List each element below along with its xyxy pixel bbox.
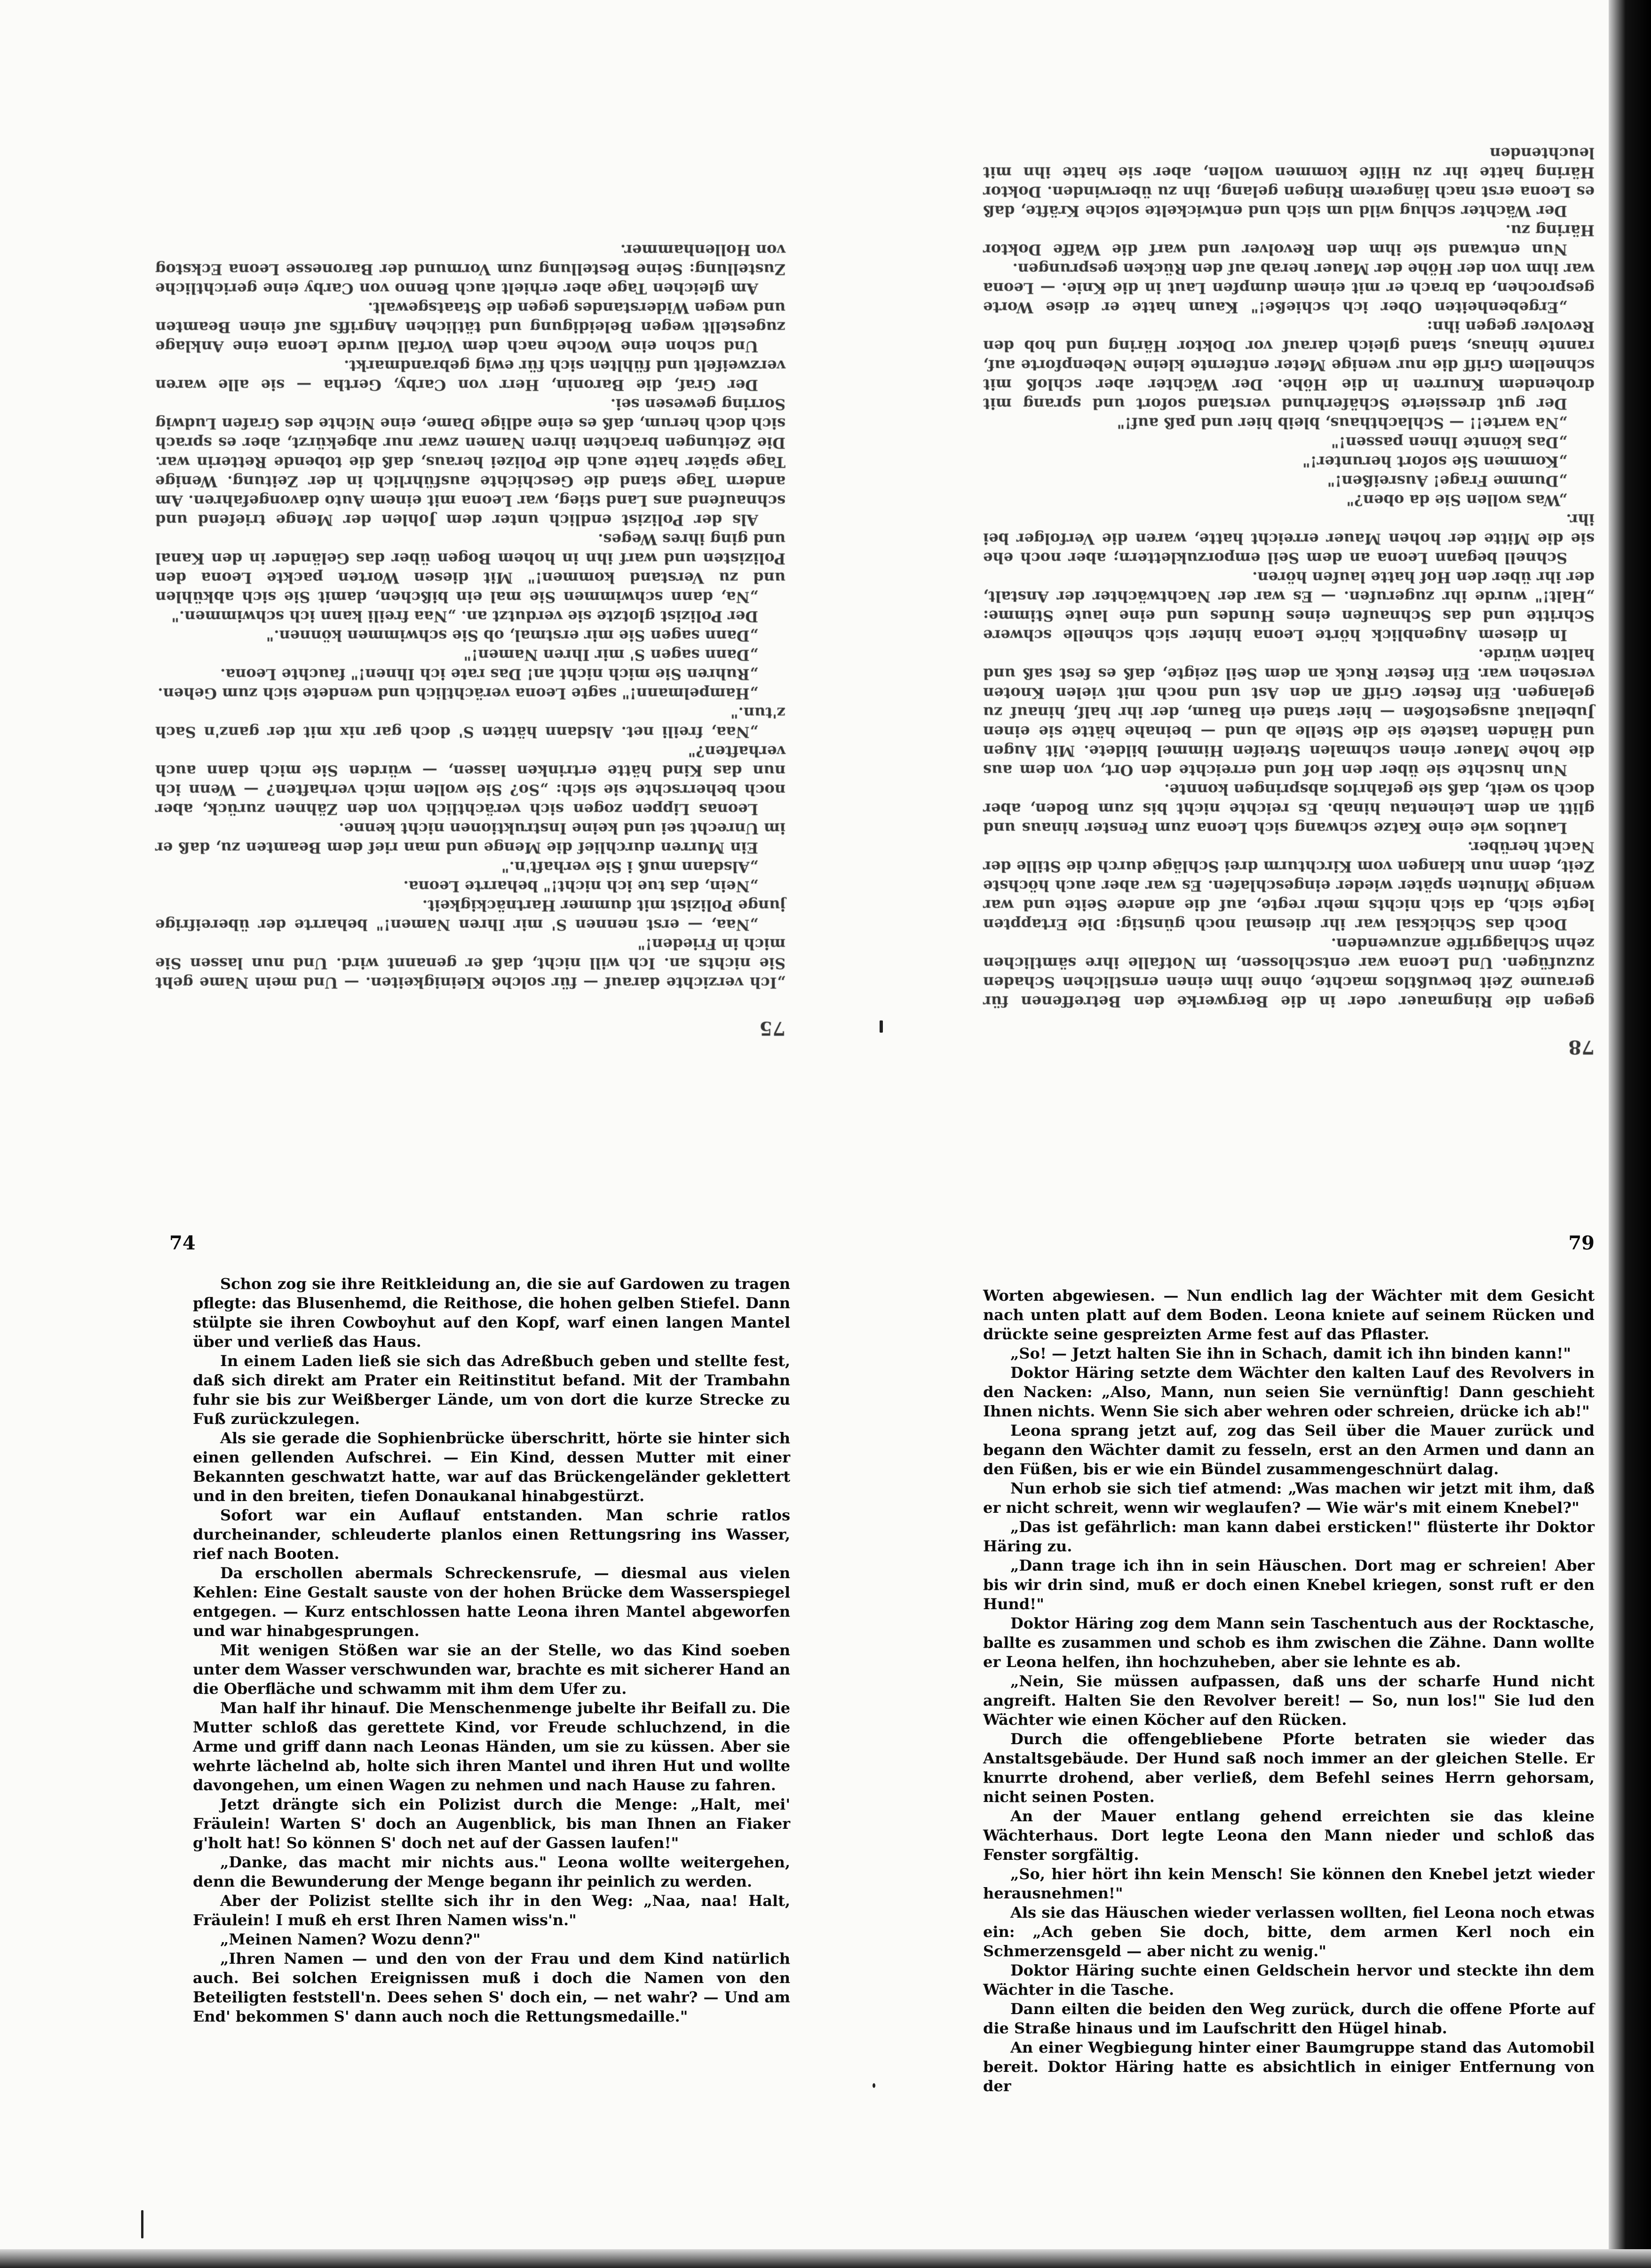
paragraph: Der Graf, die Baronin, Herr von Carby, Gertha — sie alle waren verzweifelt und fühlten sich für ewig gebrandmarkt. [155,357,786,394]
paragraph: „Das könnte Ihnen passen!" [1331,434,1567,451]
scan-speck [873,2083,875,2088]
paragraph: Als sie gerade die Sophienbrücke überschritt, hörte sie hinter sich einen gellenden Aufschrei. — Ein Kind, dessen Mutter mit einer Bekannten geschwatzt hatte, war auf das Brückengeländer geklettert und in den breiten, tiefen Donaukanal hinabgestürzt. [193,1429,790,1505]
scan-speck [141,2210,143,2238]
paragraph: Man half ihr hinauf. Die Menschenmenge jubelte ihr Beifall zu. Die Mutter schloß das gerettete Kind, vor Freude schluchzend, in die Arme und griff dann nach Leonas Händen, um sie zu küssen. Aber sie wehrte lächelnd ab, holte sich ihren Mantel und ihren Hut und wollte davongehen, um einen Wagen zu nehmen und nach Hause zu fahren. [193,1699,790,1794]
paragraph: Doch das Schicksal war ihr diesmal noch günstig: Die Ertappten legte sich, da sich nichts mehr regte, auf die andere Seite und war wenige Minuten später wieder eingeschlafen. Es war aber auch höchste Zeit, denn nun klangen vom Kirchturm drei Schläge durch die Stille der Nacht herüber. [983,838,1595,933]
paragraph: „Naa, — erst nennen S' mir Ihren Namen!" beharrte der übereifrige junge Polizist mit dummer Hartnäckigkeit. [155,897,786,934]
paragraph: Am gleichen Tage aber erhielt auch Benno von Carby eine gerichtliche Zustellung: Seine Bestellung zum Vormund der Baronesse Leona Eckstog von Hollenhammer. [155,241,786,298]
paragraph: Als sie das Häuschen wieder verlassen wollten, fiel Leona noch etwas ein: „Ach geben Sie doch, bitte, dem armen Kerl noch ein Schmerzensgeld — aber nicht zu wenig." [983,1904,1595,1960]
paragraph: Als der Polizist endlich unter dem Johlen der Menge triefend und schnaufend ans Land stieg, war Leona mit einem Auto davongefahren. Am andern Tage stand die Geschichte ausführlich in der Zeitung. Wenige Tage später hatte auch die Polizei heraus, daß die tobende Retterin war. Die Zeitungen brachten ihren Namen zwar nur abgekürzt, aber es sprach sich doch herum, daß es eine adlige Dame, eine Nichte des Grafen Ludwig Sorring gewesen sei. [155,395,786,529]
page-78-upside-down [983,146,1595,1058]
scan-edge-right [1609,0,1651,2268]
page-text [983,1286,1595,2096]
paragraph: Jetzt drängte sich ein Polizist durch die Menge: „Halt, mei' Fräulein! Warten S' doch an Augenblick, bis man Ihnen an Fiaker g'holt hat! So können S' doch net auf der Gassen laufen!" [193,1795,790,1852]
paragraph: Schnell begann Leona an dem Seil emporzuklettern; aber noch ehe sie die Mitte der hohen Mauer erreicht hatte, waren die Verfolger bei ihr. [983,511,1595,567]
paragraph: Leonas Lippen zogen sich verächtlich von den Zähnen zurück, aber noch beherrschte sie sich: „So? Sie wollen mich verhaften? — Wenn ich nun das Kind hätte ertrinken lassen, — würden Sie mich dann auch verhaften?" [155,743,786,818]
paragraph: Worten abgewiesen. — Nun endlich lag der Wächter mit dem Gesicht nach unten platt auf dem Boden. Leona kniete auf seinem Rücken und drückte seine gespreizten Arme fest auf das Pflaster. [983,1287,1595,1343]
paragraph: Nun huschte sie über den Hof und erreichte den Ort, von dem aus die hohe Mauer einen schmalen Streifen Himmel bildete. Mit Augen und Händen tastete sie die Stelle ab und — beinahe hätte sie einen Jubellaut ausgestoßen — hier stand ein Baum, der ihr half, hinauf zu gelangen. Ein fester Griff an den Ast und noch mit vielen Knoten versehen war. Ein fester Ruck an dem Seil zeigte, daß es fest saß und halten würde. [983,646,1595,779]
paragraph: An der Mauer entlang gehend erreichten sie das kleine Wächterhaus. Dort legte Leona den Mann nieder und schloß das Fenster sorgfältig. [983,1807,1595,1864]
paragraph: Doktor Häring setzte dem Wächter den kalten Lauf des Revolvers in den Nacken: „Also, Mann, nun seien Sie vernünftig! Dann geschieht Ihnen nichts. Wenn Sie sich aber wehren oder schreien, drücke ich ab!" [983,1364,1595,1420]
page-number: 78 [1568,1036,1595,1058]
paragraph: „Danke, das macht mir nichts aus." Leona wollte weitergehen, denn die Bewunderung der Menge begann ihr peinlich zu werden. [193,1853,790,1890]
paragraph: In einem Laden ließ sie sich das Adreßbuch geben und stellte fest, daß sich direkt am Prater ein Reitinstitut befand. Mit der Trambahn fuhr sie bis zur Weißberger Lände, um von dort die kurze Strecke zu Fuß zurückzulegen. [193,1352,790,1428]
paragraph: „Naa, freili net. Alsdann hätten S' doch gar nix mit der ganz'n Sach z'tun." [155,704,786,741]
paragraph: Leona sprang jetzt auf, zog das Seil über die Mauer zurück und begann den Wächter damit zu fesseln, erst an den Armen und dann an den Füßen, bis er wie ein Bündel zusammengeschnürt dalag. [983,1422,1595,1478]
paragraph: „Na warte!! — Schlachthaus, bleib hier und paß auf!" [1117,414,1567,432]
paragraph: „Meinen Namen? Wozu denn?" [220,1930,481,1948]
paragraph: „Ich verzichte darauf — für solche Kleinigkeiten. — Und mein Name geht Sie nichts an. Ich will nicht, daß er genannt wird. Und nun lassen Sie mich in Frieden!" [155,935,786,992]
paragraph: Lautlos wie eine Katze schwang sich Leona zum Fenster hinaus und glitt an dem Leinentau hinab. Es reichte nicht bis zum Boden, aber doch so weit, daß sie gefahrlos abspringen konnte. [983,781,1595,837]
page-75-upside-down [155,132,786,1039]
paragraph: Nun entwand sie ihm den Revolver und warf die Waffe Doktor Häring zu. [983,221,1595,259]
paragraph: „Ihren Namen — und den von der Frau und dem Kind natürlich auch. Bei solchen Ereignissen muß i doch die Namen von den Beteiligten feststell'n. Dees sehen S' doch ein, — net wahr? — Und am End' bekommen S' dann auch noch die Rettungsmedaille." [193,1950,790,2025]
paragraph: Schon zog sie ihre Reitkleidung an, die sie auf Gardowen zu tragen pflegte: das Blusenhemd, die Reithose, die hohen gelben Stiefel. Dann stülpte sie ihren Cowboyhut auf den Kopf, warf einen langen Mantel über und verließ das Haus. [193,1275,790,1351]
paragraph: Durch die offengebliebene Pforte betraten sie wieder das Anstaltsgebäude. Der Hund saß noch immer an der gleichen Stelle. Er knurrte drohend, aber verließ, dem Befehl seines Herrn gehorsam, nicht seinen Posten. [983,1730,1595,1806]
paragraph: „Dann sagen S' mir Ihren Namen!" [463,646,758,664]
paragraph: Der Wächter schlug wild um sich und entwickelte solche Kräfte, daß es Leona erst nach längerem Ringen gelang, ihn zu überwinden. Doktor Häring hatte ihr zu Hilfe kommen wollen, aber sie hatte ihn mit leuchtenden [983,144,1595,220]
paragraph: Doktor Häring suchte einen Geldschein hervor und steckte ihn dem Wächter in die Tasche. [983,1961,1595,1999]
paragraph: Der gut dressierte Schäferhund verstand sofort und sprang mit drohendem Knurren in die Höhe. Der Wächter aber schloß mit schnellem Griff die nur wenige Meter entfernte kleine Nebenpforte auf, rannte hinaus, stand gleich darauf vor Doktor Häring und hob den Revolver gegen ihn: [983,318,1595,413]
page-text [193,1274,790,2026]
page-number: 75 [759,1017,786,1039]
paragraph: „Dann sagen Sie mir erstmal, ob Sie schwimmen können." [266,627,758,645]
page-number: 74 [169,1232,196,1254]
paragraph: „Ergebenheiten Ober ich schieße!" Kaum hatte er diese Worte gesprochen, da brach er mit einem dumpfen Laut in die Knie. — Leona war ihm von der Höhe der Mauer herab auf den Rücken gesprungen. [983,260,1595,316]
paragraph: Da erschollen abermals Schreckensrufe, — diesmal aus vielen Kehlen: Eine Gestalt sauste von der hohen Brücke dem Wasserspiegel entgegen. — Kurz entschlossen hatte Leona ihren Mantel abgeworfen und war hinabgesprungen. [193,1564,790,1640]
paragraph: „Alsdann muß i Sie verhaft'n." [501,858,758,876]
paragraph: „Was wollen Sie da oben?" [1346,491,1567,509]
paragraph: „Nein, das tue ich nicht!" beharrte Leona. [403,877,758,895]
page-74 [169,1232,790,2173]
paragraph: Aber der Polizist stellte sich ihr in den Weg: „Naa, naa! Halt, Fräulein! I muß eh erst Ihren Namen wiss'n." [193,1892,790,1929]
paragraph: „Ruhren Sie mich nicht an! Das rate ich Ihnen!" fauchte Leona. [220,665,758,683]
paragraph: Nun erhob sie sich tief atmend: „Was machen wir jetzt mit ihm, daß er nicht schreit, wenn wir weglaufen? — Wie wär's mit einem Knebel?" [983,1479,1595,1517]
paragraph: „Hampelmann!" sagte Leona verächtlich und wendete sich zum Gehen. [158,685,758,703]
paragraph: In diesem Augenblick hörte Leona hinter sich schnelle schwere Schritte und das Schnaufen eines Hundes und eine laute Stimme: „Halt!" wurde ihr zugerufen. — Es war der Nachtwächter der Anstalt, der ihr über den Hof hatte laufen hören. [983,569,1595,644]
paragraph: „Dann trage ich ihn in sein Häuschen. Dort mag er schreien! Aber bis wir drin sind, muß er doch einen Knebel kriegen, sonst ruft er den Hund!" [983,1557,1595,1613]
paragraph: „Das ist gefährlich: man kann dabei ersticken!" flüsterte ihr Doktor Häring zu. [983,1518,1595,1555]
paragraph: „Nein, Sie müssen aufpassen, daß uns der scharfe Hund nicht angreift. Halten Sie den Revolver bereit! — So, nun los!" Sie lud den Wächter wie einen Köcher auf den Rücken. [983,1672,1595,1729]
paragraph: „Kommen Sie sofort herunter!" [1302,453,1567,471]
page-text [983,143,1595,1011]
paragraph: Und schon eine Woche nach dem Vorfall wurde Leona eine Anklage zugestellt wegen Beleidigung und tätlichen Angriffs auf einen Beamten und wegen Widerstandes gegen die Staatsgewalt. [155,299,786,356]
page-number: 79 [1568,1232,1595,1254]
paragraph: Doktor Häring zog dem Mann sein Taschentuch aus der Rocktasche, ballte es zusammen und schob es ihm zwischen die Zähne. Dann wollte er Leona helfen, ihn hochzuheben, aber sie lehnte es ab. [983,1614,1595,1671]
paragraph: An einer Wegbiegung hinter einer Baumgruppe stand das Automobil bereit. Doktor Häring hatte es absichtlich in einiger Entfernung von der [983,2039,1595,2095]
paragraph: Mit wenigen Stößen war sie an der Stelle, wo das Kind soeben unter dem Wasser verschwunden war, brachte es mit sicherer Hand an die Oberfläche und schwamm mit ihm dem Ufer zu. [193,1641,790,1698]
page-text [155,240,786,992]
paragraph: Dann eilten die beiden den Weg zurück, durch die offene Pforte auf die Straße hinaus und im Laufschritt den Hügel hinab. [983,2000,1595,2037]
paragraph: „So! — Jetzt halten Sie ihn in Schach, damit ich ihn binden kann!" [1010,1344,1572,1362]
scan-speck [880,1020,883,1033]
scan-edge-bottom [0,2249,1651,2268]
paragraph: „Na, dann schwimmen Sie mal ein bißchen, damit Sie sich abkühlen und zu Verstand kommen!" Mit diesen Worten packte Leona den Polizisten und warf ihn in hohem Bogen über das Geländer in den Kanal und ging ihres Weges. [155,530,786,606]
paragraph: Sofort war ein Auflauf entstanden. Man schrie ratlos durcheinander, schleuderte planlos einen Rettungsring ins Wasser, rief nach Booten. [193,1506,790,1563]
paragraph: gegen die Ringmauer oder in die Bergwerke den Betreffenen für geraume Zeit bewußtlos machte, ohne ihm einen ernstlichen Schaden zuzufügen. Und Leona war entschlossen, im Notfalle ihre sämtlichen zehn Schlaggriffe anzuwenden. [983,935,1595,1011]
page-79 [983,1232,1595,2173]
paragraph: Ein Murren durchlief die Menge und man rief dem Beamten zu, daß er im Unrecht sei und keine Instruktionen nicht kenne. [155,820,786,857]
paragraph: „Dumme Frage! Ausreißen!" [1327,472,1567,490]
paragraph: „So, hier hört ihn kein Mensch! Sie können den Knebel jetzt wieder herausnehmen!" [983,1865,1595,1902]
paragraph: Der Polizist glotzte sie verdutzt an. „Naa freili kann ich schwimmen." [171,608,758,625]
